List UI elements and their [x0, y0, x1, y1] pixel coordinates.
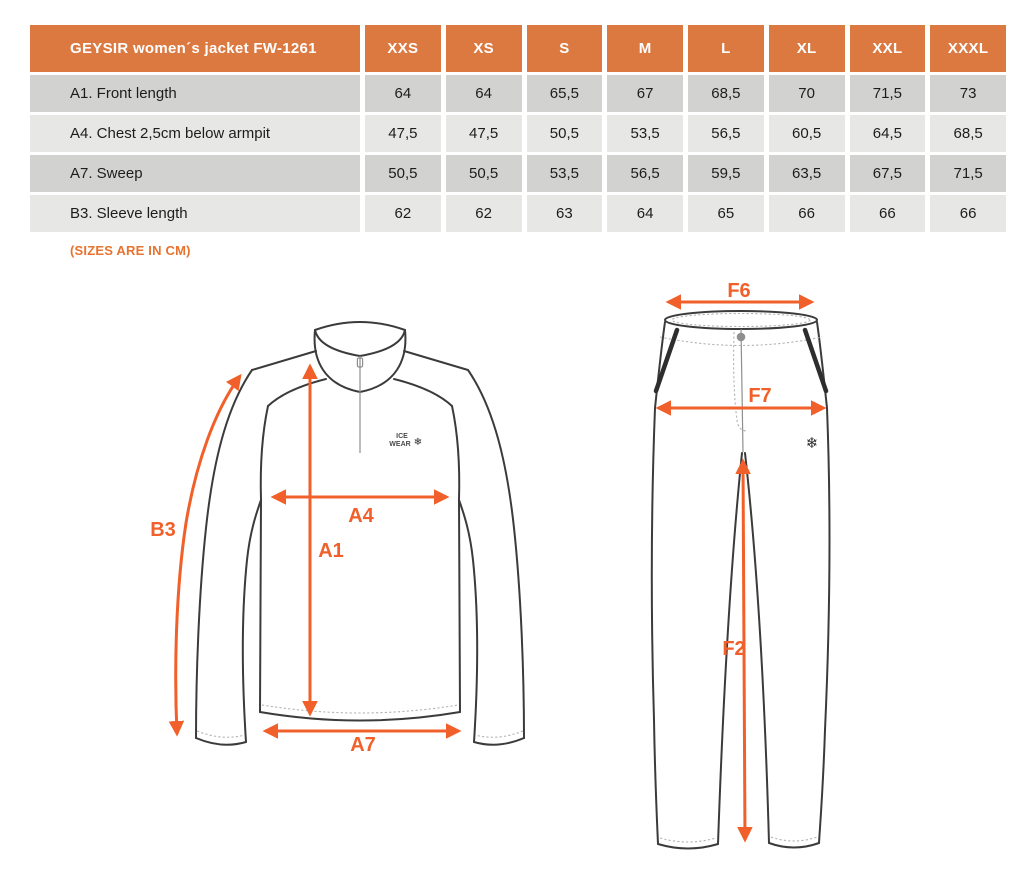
- jacket-armhole-right: [452, 406, 459, 500]
- size-value: 62: [365, 195, 441, 232]
- jacket-hem-stitch: [262, 705, 458, 713]
- size-value: 47,5: [446, 115, 522, 152]
- jacket-collar-opening: [315, 322, 405, 356]
- size-value: 67: [607, 75, 683, 112]
- b3-label: B3: [150, 519, 176, 541]
- pants-pocket-left: [656, 330, 677, 391]
- measurement-label: A1. Front length: [30, 75, 360, 112]
- icewear-logo-line1: ICE: [396, 433, 408, 440]
- measurement-label: B3. Sleeve length: [30, 195, 360, 232]
- size-value: 53,5: [607, 115, 683, 152]
- jacket-shoulder-seam-left: [252, 351, 316, 370]
- size-table: [30, 25, 1006, 232]
- pants-waist-opening: [665, 311, 817, 329]
- pants-hem-right: [769, 843, 819, 848]
- sizes-unit-note: (SIZES ARE IN CM): [70, 243, 191, 258]
- measurement-label: A4. Chest 2,5cm below armpit: [30, 115, 360, 152]
- size-value: 73: [930, 75, 1006, 112]
- size-value: 66: [850, 195, 926, 232]
- jacket-sleeve-left-inner: [243, 500, 261, 742]
- jacket-cuff-right: [474, 738, 524, 745]
- pants-center-seam: [741, 329, 743, 452]
- pants-pocket-right: [805, 330, 826, 391]
- size-value: 66: [769, 195, 845, 232]
- size-value: 64,5: [850, 115, 926, 152]
- pants-leg-left-outer: [652, 408, 658, 844]
- pants-fly-stitch: [734, 332, 746, 431]
- size-value: 62: [446, 195, 522, 232]
- size-column-header-s: S: [527, 25, 603, 72]
- pants-outline: [652, 311, 830, 849]
- pants-diagram: [620, 280, 860, 880]
- size-value: 68,5: [930, 115, 1006, 152]
- jacket-cuff-left-stitch: [197, 731, 245, 737]
- measurement-label: A7. Sweep: [30, 155, 360, 192]
- f2-label: F2: [722, 638, 746, 660]
- pants-hem-left: [658, 844, 718, 849]
- size-value: 59,5: [688, 155, 764, 192]
- pants-leg-right-outer: [819, 408, 829, 843]
- size-column-header-xl: XL: [769, 25, 845, 72]
- pants-waist-stitch-top: [672, 314, 810, 327]
- size-value: 53,5: [527, 155, 603, 192]
- icewear-logo-line2: WEAR: [389, 441, 411, 448]
- size-value: 63: [527, 195, 603, 232]
- size-value: 68,5: [688, 75, 764, 112]
- size-value: 47,5: [365, 115, 441, 152]
- pants-hem-right-stitch: [771, 837, 817, 841]
- product-title-header: GEYSIR women´s jacket FW-1261: [30, 25, 360, 72]
- size-value: 70: [769, 75, 845, 112]
- a4-label: A4: [348, 505, 374, 527]
- snowflake-icon: ❄: [805, 434, 819, 452]
- f6-label: F6: [727, 280, 751, 302]
- size-column-header-xxl: XXL: [850, 25, 926, 72]
- jacket-diagram: [130, 288, 580, 783]
- size-column-header-m: M: [607, 25, 683, 72]
- size-value: 60,5: [769, 115, 845, 152]
- pants-leg-right-inner: [745, 453, 769, 843]
- jacket-body-right: [459, 500, 460, 712]
- size-value: 50,5: [365, 155, 441, 192]
- size-value: 71,5: [930, 155, 1006, 192]
- size-value: 66: [930, 195, 1006, 232]
- size-value: 63,5: [769, 155, 845, 192]
- size-value: 64: [365, 75, 441, 112]
- jacket-raglan-seam-right: [394, 379, 452, 406]
- size-value: 56,5: [607, 155, 683, 192]
- jacket-raglan-seam-left: [268, 379, 326, 406]
- size-column-header-xxs: XXS: [365, 25, 441, 72]
- f7-label: F7: [748, 385, 772, 407]
- size-value: 56,5: [688, 115, 764, 152]
- b3-arrow: [176, 376, 240, 734]
- size-column-header-xs: XS: [446, 25, 522, 72]
- size-value: 71,5: [850, 75, 926, 112]
- jacket-armhole-left: [261, 406, 268, 500]
- size-value: 65: [688, 195, 764, 232]
- size-value: 64: [446, 75, 522, 112]
- pants-hem-left-stitch: [660, 838, 716, 842]
- jacket-shoulder-seam-right: [404, 351, 468, 370]
- size-value: 65,5: [527, 75, 603, 112]
- size-value: 50,5: [527, 115, 603, 152]
- snowflake-icon: ❄: [413, 437, 423, 448]
- jacket-outline: [196, 322, 524, 745]
- jacket-body-left: [260, 500, 261, 712]
- size-column-header-xxxl: XXXL: [930, 25, 1006, 72]
- jacket-cuff-left: [196, 738, 246, 745]
- size-value: 64: [607, 195, 683, 232]
- size-value: 67,5: [850, 155, 926, 192]
- a7-label: A7: [350, 734, 376, 756]
- jacket-sleeve-right-inner: [459, 500, 477, 742]
- jacket-cuff-right-stitch: [475, 731, 523, 737]
- a1-label: A1: [318, 540, 344, 562]
- icewear-logo: [389, 433, 422, 448]
- size-value: 50,5: [446, 155, 522, 192]
- size-column-header-l: L: [688, 25, 764, 72]
